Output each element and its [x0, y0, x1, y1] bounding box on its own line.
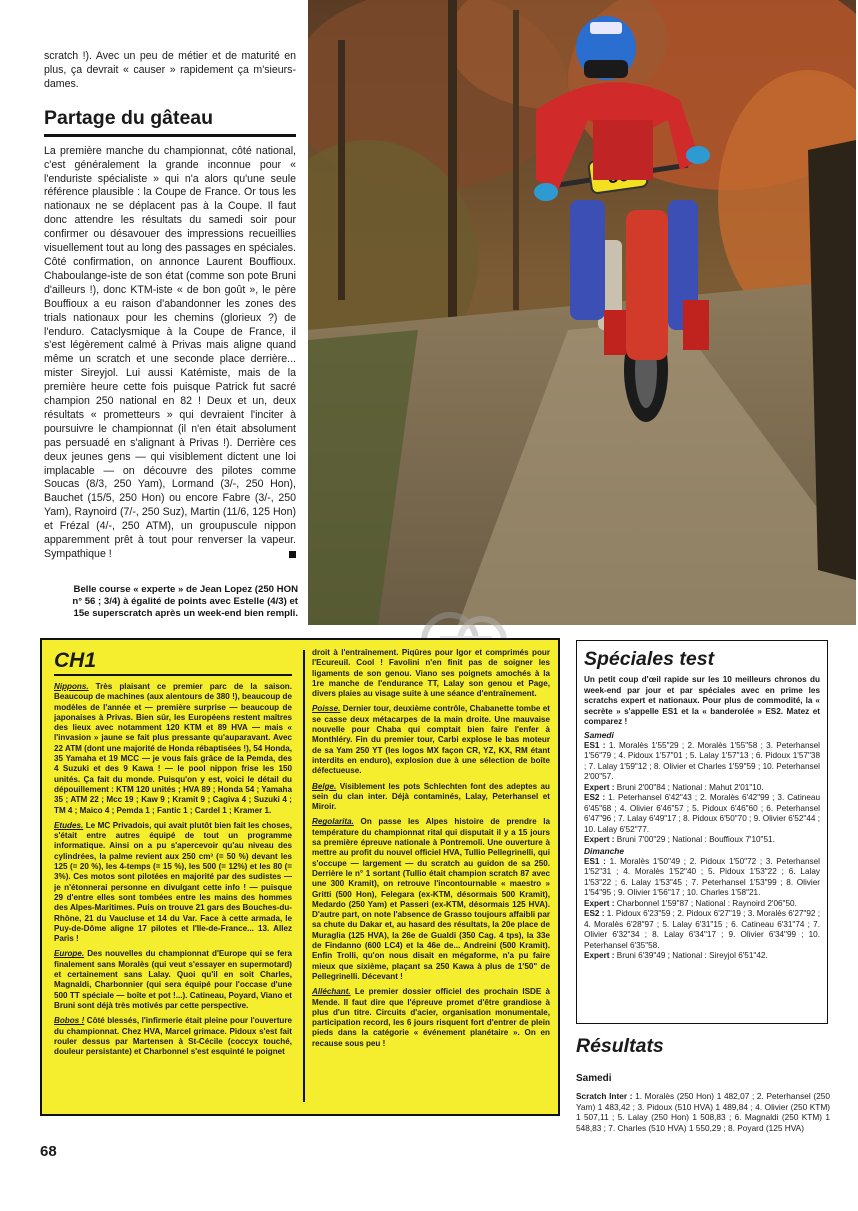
timing-label: ES1 :	[584, 740, 606, 750]
photo-caption: Belle course « experte » de Jean Lopez (250 HON n° 56 ; 3/4) à égalité de points avec Estelle (4/3) et 15e superscratch après un week-end bien rempli.	[72, 584, 298, 620]
ch1-column-divider	[303, 650, 305, 1102]
ch1-keyword: Belge.	[312, 781, 337, 791]
ch1-keyword: Europe.	[54, 949, 85, 959]
ch1-paragraph	[312, 704, 550, 776]
speciales-test-box	[576, 640, 828, 1024]
ch1-column-2	[312, 648, 550, 1106]
ch1-keyword: Nippons.	[54, 682, 89, 691]
ch1-text: droit à l'entraînement. Piqûres pour Igor et comprimés pour l'Ecureuil. Cool ! Favolini n'en finit pas de soigner les ligaments de son genou. Viano ses poignets amochés à la 1re manche de l'endurance TT, Lalay son genou et Page, divers plaies au visage suite à une séance d'entraînement.	[312, 648, 550, 699]
results-section	[576, 1034, 830, 1133]
ch1-box	[40, 638, 560, 1116]
ch1-text: Le premier dossier officiel des prochain ISDE à Mende. Il faut dire que l'épreuve promet d'être grandiose à plus d'un titre. Circuits d'acier, organisation monumentale, participation record, les 6 jours risquent fort d'entrer de plein pieds dans la catégorie « événement planétaire ». On en recause sous peu !	[312, 987, 550, 1048]
timing-line	[584, 951, 820, 962]
ch1-keyword: Poisse.	[312, 704, 341, 714]
timing-text: Bruni 7'00"29 ; National : Bouffioux 7'10"51.	[614, 835, 775, 844]
timing-label: ES2 :	[584, 909, 605, 918]
timing-line	[584, 741, 820, 783]
ch1-text: Très plaisant ce premier parc de la saison. Beaucoup de machines (aux alentours de 380 !), beaucoup de modèles de l'année et — première surprise — beaucoup de japonaises à Privas. Bien sûr, les Européens restent maîtres des lieux avec notamment 120 KTM et 89 HVA — mais « l'invasion » jaune se fait plus pressante qu'auparavant. Avec 22 ATM (dont une majorité de Honda rébaptisées !), 54 Honda, 35 Yamaha et 19 MCC — je vous fais grâce de la Pemda, des 4 Suzuki et des 9 Kawa ! — le pool nippon frise les 150 unités. Ça fait du monde. Puisqu'on y est, voici le détail du dépouillement : KTM 120 unités ; HVA 89 ; Honda 54 ; Yamaha 35 ; ATM 22 ; Mcc 19 ; Kaw 9 ; Kramit 9 ; Cagiva 4 ; Suzuki 4 ; TM 4 ; Maico 4 ; Pemda 1 ; Fantic 1 ; Cardel 1 ; Kramer 1.	[54, 682, 292, 815]
ch1-text: Visiblement les pots Schlechten font des adeptes au sein du clan inter. Déjà contaminés, Lalay, Peterhansel et Miroir.	[312, 781, 550, 812]
ch1-paragraph	[54, 682, 292, 816]
ch1-keyword: Bobos !	[54, 1016, 85, 1026]
results-title: Résultats	[576, 1035, 664, 1057]
end-mark	[289, 551, 296, 558]
ch1-paragraph	[312, 987, 550, 1049]
ch1-text: Le MC Privadois, qui avait plutôt bien fait les choses, s'était entre autres équipé de tout un programme informatique. Ainsi on a pu s'apercevoir qu'au niveau des cylindrées, la palme revient aux 250 cm³ (= 50 %) devant les 125 (= 20 %), les 4-temps (= 15 %), les 500 (= 12%) et les 80 (= 3%). Ces motos sont pilotées en majorité par des sudistes — je n'étonnerai personne en divulgant cette info ! — puisque 29 d'entre elles sont tombées entre les mains des hommes des Alpes-Maritimes. Puis on trouve 21 gars des Bouches-du-Rhône, 21 du Vaucluse et 14 du Var. Face à cette armada, le Puy-de-Dôme aligne 17 pilotes et l'Ile-de-France... 13. Allez Paris !	[54, 820, 292, 944]
ch1-title: CH1	[54, 648, 292, 676]
ch1-keyword: Etudes.	[54, 820, 84, 830]
timing-label: ES2 :	[584, 793, 606, 802]
timing-line	[584, 857, 820, 899]
ch1-text: Des nouvelles du championnat d'Europe qui se fera finalement sans Moralès (qui veut s'essayer en supermotard) et certainement sans Lalay. Quoi qu'il en soit Charles, Magnaldi, Charbonnier (qui sera équipé pour l'occase d'une 500 TT spéciale — boîte et pot !...). Catineau, Poyard, Viano et Bruni sont déjà très motivés par cette perspective.	[54, 949, 292, 1010]
ch1-paragraph	[54, 821, 292, 945]
article-column	[44, 50, 296, 562]
timing-text: Bruni 2'00"84 ; National : Mahut 2'01"10.	[614, 782, 764, 792]
ch1-text: On passe les Alpes histoire de prendre la température du championnat rital qui disputait il y a 15 jours sa première épreuve nationale à Pontremoli. Une ouverture à mettre au profit du nouvel officiel HVA, Tullio Pellegrinelli, qui s'occupe — largement — du scratch au guidon de sa 250. Derrière le n° 1 sortant (Tullio était champion scratch 87 avec une 300 Kramit), on retrouve l'incontournable « maestro » Gritti (500 Hon), Felegara (ex-KTM, désormais 500 Kramit), Medardo (250 Yam) et Passeri (ex-KTM, désormais 125 HVA). D'autre part, on note l'absence de Grasso toujours affaibli par sa chute du Dakar et, au hasard des résultats, la 20e place de Muraglia (125 HVA), la 26e de Gualdi (350 Cag. 4 tps), la 33e de Findanno (600 LC4) et la 46e de... Andreini (500 Kramit). Enfin Trolli, qu'on nous disait en mégaforme, n'a pu faire mieux que sixième, plaçant sa 250 Kawa à plus de 1'50" de Pellegrinelli. Décevant !	[312, 817, 550, 981]
ch1-text: Côté blessés, l'infirmerie était pleine pour l'ouverture du championnat. Chez HVA, Marcel grimace. Pidoux s'est fait rouler dessus par Martensen à St-Cécile (coccyx touché, douleur persistante) et Charbonnel s'est esquinté le poignet	[54, 1016, 292, 1057]
ch1-text: Dernier tour, deuxième contrôle, Chabanette tombe et se casse deux métacarpes de la main droite. Une mauvaise nouvelle pour Chaba qui comptait bien faire l'enfer à Monthléry. Fin du premier tour, Carbi explose le bas moteur de sa Yam 250 YT (les logos MX façon CR, YZ, KX, RM étant interdits en enduro), explosion due à une sélection de boîte défectueuse.	[312, 704, 550, 776]
timing-label: Expert :	[584, 898, 615, 908]
speciales-title: Spéciales test	[584, 648, 715, 670]
timing-line	[584, 783, 820, 794]
rider-photo	[308, 0, 856, 625]
timing-line	[584, 899, 820, 910]
results-day: Samedi	[576, 1073, 612, 1084]
ch1-keyword: Regolarita.	[312, 817, 354, 827]
timing-line	[584, 909, 820, 951]
section-body-text: La première manche du championnat, côté national, c'est généralement la grande inconnue pour « l'enduriste spécialiste » qui n'a alors qu'une seule référence plausible : la Coupe de France. Or tous les nationaux ne se déplacent pas à la Coupe. Il faut donc attendre les résultats du samedi soir pour confirmer ou désavouer des impressions recueillies visuellement tout au long des passages en spéciales. Côté confirmation, on annonce Laurent Bouffioux. Chaboulange-iste de son état (comme son pote Bruni d'ailleurs !), donc KTM-iste « de bon goût », le père Bouffioux a eu raison d'abandonner les zones des trials nationaux pour les chemins (glorieux ?) de l'enduro. Cataclysmique à la Coupe de France, il s'est légèrement calmé à Privas mais aligne quand même un scratch et une seconde place derrière... mister Sireyjol. Lui aussi Katémiste, mais de la première heure cette fois puisque Patrick fut sacré champion 250 national en 82 ! Deux et un, deux résultats « prometteurs » qui devraient l'inciter à poursuivre le championnat (il n'en était absolument pas persuadé en s'alignant à Privas !). Derrière ces deux jeunes gens — qui visiblement dictent une loi implacable — on découvre des pilotes comme Soucas (8/3, 250 Yam), Lormand (3/-, 250 Hon), Bauchet (15/5, 250 Hon) ou encore Fabre (3/-, 250 Yam), Raynoird (7/-, 250 Suz), Martin (11/6, 125 Hon) et Frézal (4/-, 250 ATM), un groupuscule nippon apparemment prêt à tout pour renverser la vapeur. Sympathique !	[44, 144, 296, 560]
day-label: Samedi	[584, 729, 614, 740]
timing-label: Expert :	[584, 951, 615, 960]
timing-text: 1. Pidoux 6'23"59 ; 2. Pidoux 6'27"19 ; 3. Moralès 6'27"92 ; 4. Moralès 6'28"97 ; 5. Lalay 6'31"15 ; 6. Catineau 6'31"74 ; 7. Olivier 6'32"34 ; 8. Lalay 6'34"17 ; 9. Olivier 6'34"99 ; 10. Peterhansel 6'35"58.	[584, 909, 820, 950]
speciales-intro: Un petit coup d'œil rapide sur les 10 meilleurs chronos du week-end par jour et par spéciales avec en prime les scratchs expert et nationaux. Pour plus de commodité, la « secrète » s'appelle ES1 et la « banderolée » ES2. Matez et comparez !	[584, 675, 820, 726]
ch1-column-1	[54, 648, 292, 1106]
timing-text: 1. Moralès 1'50"49 ; 2. Pidoux 1'50"72 ; 3. Peterhansel 1'52"31 ; 4. Moralès 1'52"40 ; 5. Pidoux 1'53"22 ; 6. Lalay 1'53"22 ; 6. Lalay 1'53"45 ; 7. Peterhansel 1'53"99 ; 8. Olivier 1'54"95 ; 9. Olivier 1'56"17 ; 10. Charles 1'58"21.	[584, 856, 821, 897]
timing-text: 1. Moralès 1'55"29 ; 2. Moralès 1'55"58 ; 3. Peterhansel 1'56"79 ; 4. Pidoux 1'57"01 ; 5. Lalay 1'57"13 ; 6. Pidoux 1'57"38 ; 7. Lalay 1'59"12 ; 8. Olivier et Charles 1'59"59 ; 10. Peterhansel 2'00"57.	[584, 740, 820, 781]
section-body	[44, 145, 296, 562]
results-text: 1. Moralès (250 Hon) 1 482,07 ; 2. Peterhansel (250 Yam) 1 483,42 ; 3. Pidoux (510 HVA) 1 489,84 ; 4. Olivier (250 KTM) 1 507,11 ; 5. Lalay (250 Hon) 1 508,83 ; 6. Magnaldi (250 KTM) 1 548,83 ; 7. Charles (510 HVA) 1 550,29 ; 8. Poyard (125 HVA)	[576, 1091, 830, 1133]
ch1-paragraph	[54, 1016, 292, 1057]
enduro-rider-image	[308, 0, 856, 625]
section-heading: Partage du gâteau	[44, 106, 296, 137]
timing-label: ES1 :	[584, 856, 606, 866]
results-line	[576, 1091, 830, 1133]
ch1-paragraph	[312, 648, 550, 699]
timing-label: Expert :	[584, 835, 615, 844]
lead-paragraph: scratch !). Avec un peu de métier et de maturité en plus, ça devrait « causer » rapidement ça m'sieurs-dames.	[44, 50, 296, 90]
timing-line	[584, 835, 820, 846]
ch1-paragraph	[312, 782, 550, 813]
ch1-keyword: Alléchant.	[312, 987, 351, 997]
timing-text: Bruni 6'39"49 ; National : Sireyjol 6'51"42.	[614, 951, 768, 960]
day-label: Dimanche	[584, 845, 625, 856]
timing-text: Charbonnel 1'59"87 ; National : Raynoird 2'06"50.	[614, 898, 797, 908]
timing-text: 1. Peterhansel 6'42"43 ; 2. Moralès 6'42"99 ; 3. Catineau 6'45"68 ; 4. Olivier 6'46"57 ; 5. Pidoux 6'46"60 ; 6. Peterhansel 6'47"96 ; 7. Lalay 6'49"17 ; 8. Pidoux 6'50"70 ; 9. Olivier 6'52"44 ; 10. Lalay 6'52"77.	[584, 793, 820, 834]
page-number: 68	[40, 1143, 57, 1160]
timing-label: Expert :	[584, 782, 615, 792]
results-label: Scratch Inter :	[576, 1091, 633, 1101]
ch1-paragraph	[54, 949, 292, 1011]
ch1-paragraph	[312, 817, 550, 982]
timing-line	[584, 793, 820, 835]
